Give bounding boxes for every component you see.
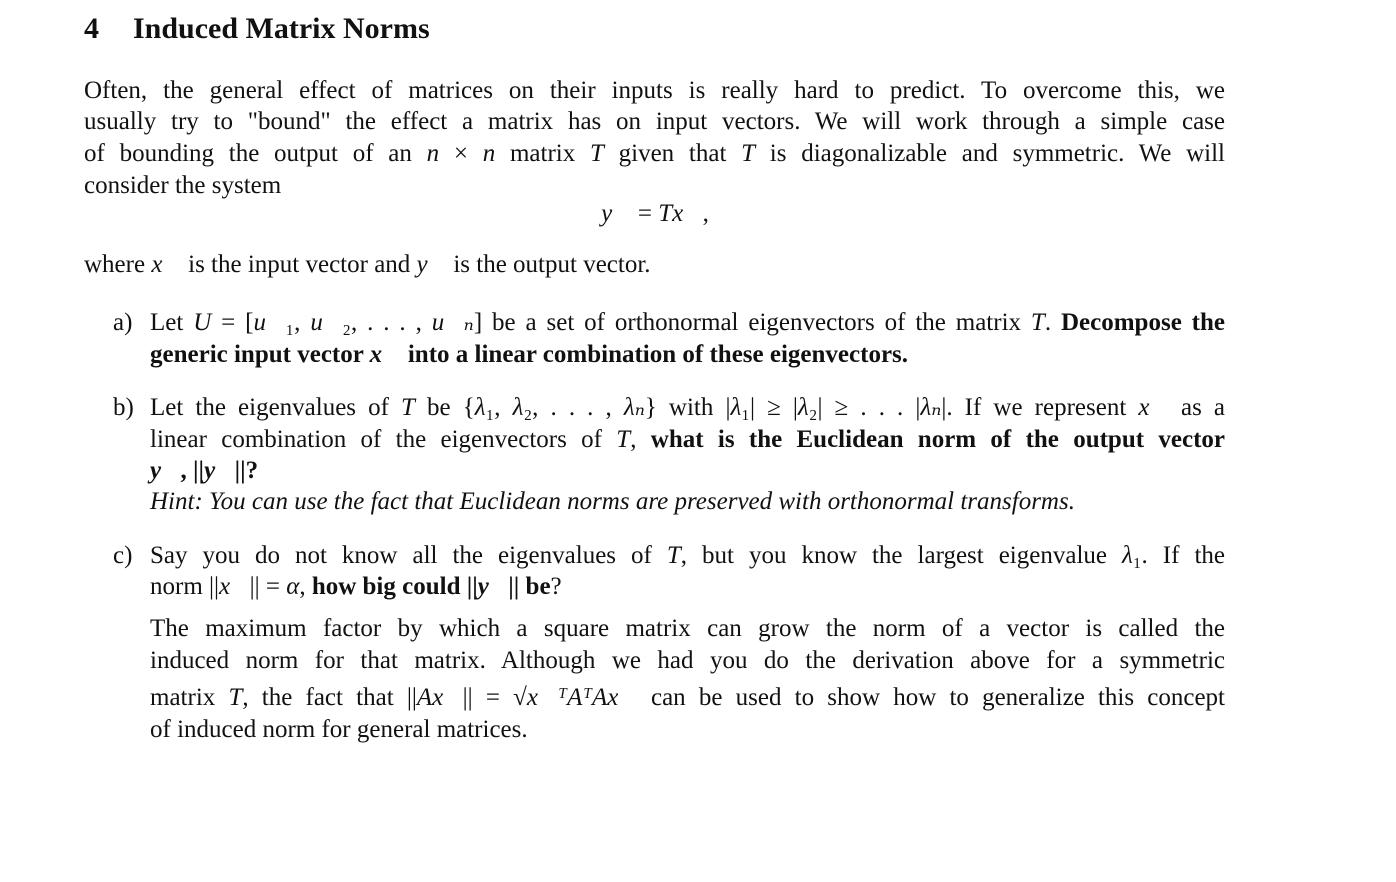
part-line: [150, 392, 1225, 424]
text-run: into a linear combination of these eigenvectors.: [401, 341, 909, 368]
text-run: where: [84, 251, 152, 278]
text-run: Let: [150, 309, 194, 336]
text-run: ,: [630, 426, 651, 453]
section-number: 4: [84, 12, 99, 45]
part-line: [150, 571, 1225, 603]
closing-line: [150, 714, 1225, 746]
text-run: ₂, . . . ,: [523, 394, 624, 421]
text-run: , but you know the largest eigenvalue: [680, 542, 1122, 569]
text-run: λ: [512, 394, 524, 421]
text-run: , ||: [180, 457, 205, 484]
text-run: is diagonalizable and symmetric. We will: [755, 140, 1225, 167]
text-run: ₁,: [285, 309, 311, 336]
text-run: T: [741, 140, 756, 167]
text-run: ₙ: [634, 394, 645, 421]
text-run: u⃗: [431, 309, 464, 336]
system-equation: [0, 198, 1310, 230]
text-run: =: [631, 200, 659, 227]
text-run: y⃗: [477, 573, 509, 600]
text-run: , the fact that ||: [242, 684, 417, 711]
text-run: u⃗: [253, 309, 286, 336]
closing-line: [150, 613, 1225, 645]
text-run: ₁,: [485, 394, 513, 421]
intro-line: [84, 75, 1225, 107]
text-run: y⃗: [204, 457, 235, 484]
text-run: y⃗: [150, 457, 181, 484]
text-run: Tx⃗: [658, 200, 703, 227]
section-heading: [84, 12, 430, 46]
part-line: [150, 540, 1225, 572]
text-run: given that: [603, 140, 742, 167]
text-run: U: [193, 309, 212, 336]
text-run: ?: [550, 573, 562, 600]
text-run: T: [228, 684, 243, 711]
text-run: λ: [623, 394, 635, 421]
closing-line: [150, 682, 1225, 714]
text-run: T: [616, 426, 631, 453]
text-run: λ: [797, 394, 809, 421]
text-run: ₁| ≥ |: [741, 394, 798, 421]
text-run: consider the system: [84, 172, 282, 199]
text-run: as a: [1168, 394, 1226, 421]
text-run: Say you do not know all the eigenvalues of: [150, 542, 667, 569]
text-run: be {: [414, 394, 475, 421]
text-run: ,: [299, 573, 312, 600]
text-run: Hint: You can use the fact that Euclidean norms are preserved with orthonormal transforms.: [150, 488, 1075, 515]
text-run: how big could ||: [311, 573, 478, 600]
text-run: usually try to "bound" the effect a matrix has on input vectors. We will work through a simple case: [84, 108, 1225, 135]
text-run: can be used to show how to generalize this concept: [637, 684, 1226, 711]
text-run: n: [426, 140, 440, 167]
text-run: n: [482, 140, 496, 167]
text-run: T: [1030, 309, 1045, 336]
text-run: of induced norm for general matrices.: [150, 716, 528, 743]
text-run: Ax⃗: [416, 684, 463, 711]
text-run: x⃗: [219, 573, 250, 600]
part-line: [150, 486, 1225, 518]
text-run: generic input vector: [150, 341, 370, 368]
text-run: x⃗: [369, 341, 402, 368]
part-label: a): [113, 309, 133, 336]
text-run: λ: [1122, 542, 1133, 569]
closing-line: [150, 645, 1225, 677]
text-run: = [: [211, 309, 254, 336]
text-run: linear combination of the eigenvectors of: [150, 426, 617, 453]
text-run: λ: [730, 394, 742, 421]
text-run: The maximum factor by which a square matrix can grow the norm of a vector is called the: [150, 615, 1225, 642]
intro-line: [84, 138, 1225, 170]
text-run: T: [401, 394, 415, 421]
text-run: what is the Euclidean norm of the output vector: [650, 426, 1225, 453]
part-label: b): [113, 394, 134, 421]
text-run: is the output vector.: [447, 251, 651, 278]
text-run: x⃗: [1138, 394, 1169, 421]
text-run: ,: [702, 200, 709, 227]
text-run: is the input vector and: [181, 251, 417, 278]
text-run: norm ||: [150, 573, 220, 600]
text-run: Often, the general effect of matrices on their inputs is really hard to predict. To overcome this, we: [84, 77, 1225, 104]
text-run: x⃗: [151, 251, 182, 278]
text-run: of bounding the output of an: [84, 140, 427, 167]
part-line: [150, 339, 1225, 371]
text-run: α: [286, 573, 300, 600]
text-run: T: [666, 542, 681, 569]
part-line: [150, 455, 1225, 487]
text-run: ₙ: [463, 309, 474, 336]
text-run: || = √: [462, 684, 527, 711]
text-run: ₙ: [931, 394, 942, 421]
text-run: } with |: [644, 394, 731, 421]
text-run: ||?: [234, 457, 259, 484]
text-run: ₁. If the: [1132, 542, 1225, 569]
text-run: |. If we represent: [941, 394, 1139, 421]
text-run: x⃗ᵀAᵀAx⃗: [526, 684, 638, 711]
text-run: ₂, . . . ,: [342, 309, 432, 336]
text-run: Let the eigenvalues of: [150, 394, 402, 421]
text-run: T: [589, 140, 604, 167]
intro-line: [84, 106, 1225, 138]
text-run: u⃗: [310, 309, 343, 336]
text-run: ×: [439, 140, 483, 167]
text-run: y⃗: [601, 200, 632, 227]
text-run: matrix: [495, 140, 590, 167]
where-line: [84, 249, 1225, 281]
text-run: ₂| ≥ . . . |: [808, 394, 921, 421]
text-run: matrix: [150, 684, 229, 711]
text-run: λ: [474, 394, 486, 421]
text-run: || =: [249, 573, 287, 600]
part-line: [150, 307, 1225, 339]
text-run: ] be a set of orthonormal eigenvectors of the matrix: [473, 309, 1031, 336]
section-title: Induced Matrix Norms: [133, 12, 430, 45]
text-run: λ: [920, 394, 932, 421]
part-label: c): [113, 542, 133, 569]
part-line: [150, 424, 1225, 456]
text-run: induced norm for that matrix. Although we had you do the derivation above for a symmetric: [150, 647, 1225, 674]
text-run: || be: [508, 573, 551, 600]
text-run: .: [1044, 309, 1061, 336]
text-run: y⃗: [416, 251, 448, 278]
text-run: Decompose the: [1060, 309, 1226, 336]
